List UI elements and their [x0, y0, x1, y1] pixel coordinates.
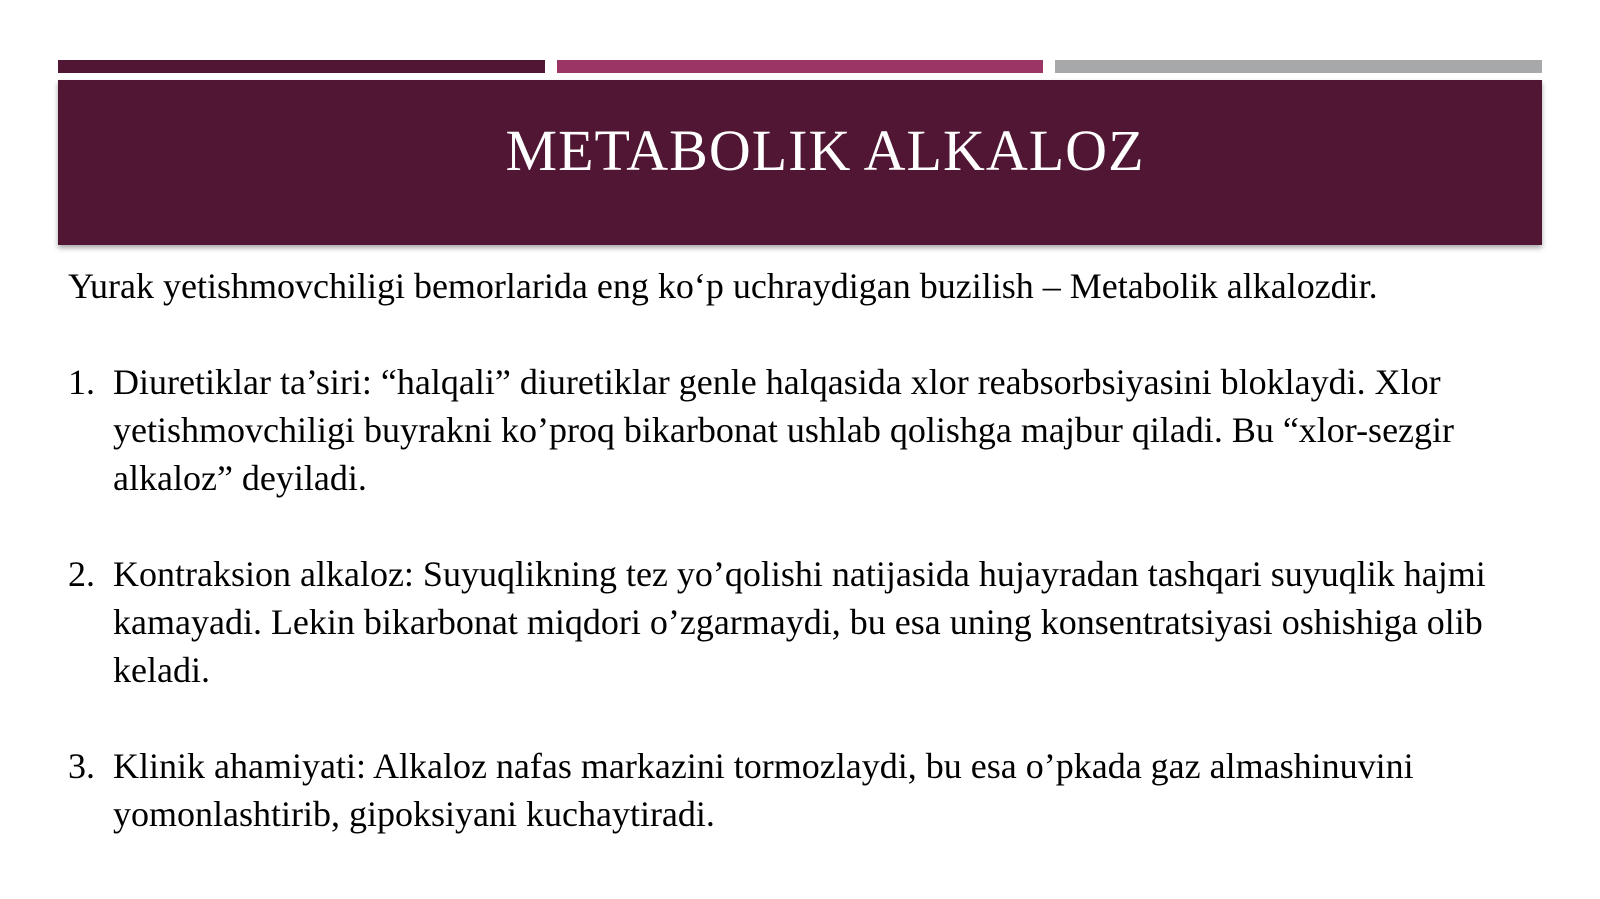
- title-band: [58, 80, 1542, 245]
- list-item-number: 3.: [68, 746, 95, 786]
- list-item: [68, 550, 1548, 694]
- accent-bar-gray: [1055, 60, 1542, 73]
- list-item-text: Kontraksion alkaloz: Suyuqlikning tez yo’qolishi natijasida hujayradan tashqari suyuqlik hajmi kamayadi. Lekin bikarbonat miqdori o’zgarmaydi, bu esa uning konsentratsiyasi oshishiga olib keladi.: [113, 554, 1486, 690]
- list-item-number: 2.: [68, 554, 95, 594]
- list-item: [68, 358, 1548, 502]
- list-item-text: Klinik ahamiyati: Alkaloz nafas markazini tormozlaydi, bu esa o’pkada gaz almashinuvini yomonlashtirib, gipoksiyani kuchaytiradi.: [113, 746, 1414, 834]
- list-item-text: Diuretiklar ta’siri: “halqali” diuretiklar genle halqasida xlor reabsorbsiyasini bloklaydi. Xlor yetishmovchiligi buyrakni ko’proq bikarbonat ushlab qolishga majbur qiladi. Bu “xlor-sezgir alkaloz” deyiladi.: [113, 362, 1455, 498]
- slide-body: [68, 262, 1548, 838]
- list-item: [68, 742, 1548, 838]
- intro-paragraph: Yurak yetishmovchiligi bemorlarida eng ko‘p uchraydigan buzilish – Metabolik alkalozdir.: [68, 266, 1378, 306]
- list-item-number: 1.: [68, 362, 95, 402]
- slide-title: METABOLIK ALKALOZ: [505, 118, 1145, 183]
- accent-bar-dark: [58, 60, 545, 73]
- accent-bar-magenta: [557, 60, 1043, 73]
